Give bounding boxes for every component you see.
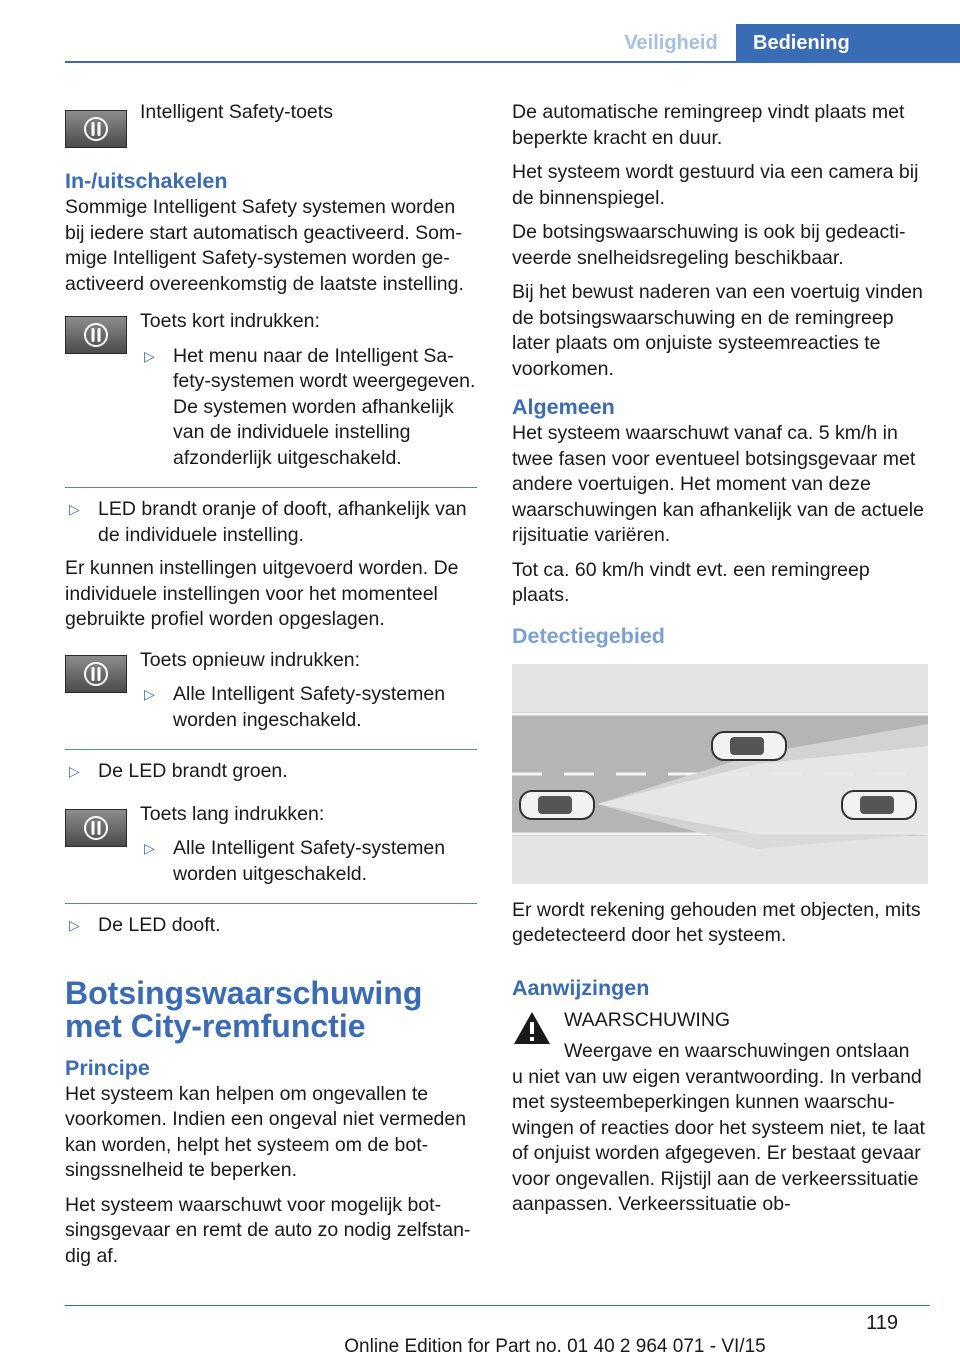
key-label: Intelligent Safety-toets bbox=[140, 101, 333, 123]
safety-button-icon bbox=[65, 110, 127, 148]
safety-button-icon bbox=[65, 316, 127, 354]
list-item: ▷ De LED brandt groen. bbox=[65, 759, 477, 785]
section-title-toggle: In-/uitschakelen bbox=[65, 169, 228, 193]
list-item: ▷ Alle Intelligent Safety-systemen worden uitgeschakeld. bbox=[140, 836, 477, 887]
warning-label: WAARSCHUWING bbox=[564, 1008, 731, 1031]
page-number: 119 bbox=[866, 1312, 898, 1334]
list-item: ▷ De LED dooft. bbox=[65, 913, 477, 939]
safety-button-icon bbox=[65, 655, 127, 693]
detection-paragraph: Er wordt rekening gehouden met objecten, mits gedetecteerd door het systeem. bbox=[512, 898, 921, 946]
long-press-label: Toets lang indrukken: bbox=[140, 802, 325, 825]
key-row-again bbox=[65, 645, 477, 742]
general-paragraph-2: Tot ca. 60 km/h vindt evt. een remingreep plaats. bbox=[512, 558, 870, 606]
key-row-long bbox=[65, 799, 477, 896]
chapter-title: Botsingswaarschuwing met City-remfunctie bbox=[65, 974, 423, 1044]
tab-bediening[interactable]: Bediening bbox=[736, 24, 960, 62]
list-item: ▷ Het menu naar de Intelligent Safety-systemen wordt weergegeven. De systemen worden afhankelijk van de individuele instelling afzonderlijk uitgeschakeld. bbox=[140, 344, 477, 472]
car-icon bbox=[712, 732, 786, 760]
warning-text-first: Weergave en waarschuwingen ontslaan bbox=[564, 1040, 910, 1062]
warning-triangle-icon bbox=[512, 1010, 552, 1046]
footer-rule bbox=[65, 1305, 930, 1306]
section-title-detection: Detectiegebied bbox=[512, 623, 665, 648]
tab-veiligheid[interactable]: Veiligheid bbox=[624, 31, 718, 54]
right-paragraph-1: De automatische remingreep vindt plaats met beperkte kracht en duur. bbox=[512, 101, 905, 149]
left-column bbox=[65, 100, 477, 1278]
warning-text: u niet van uw eigen verantwoording. In verband met systeembeperkingen kunnen waarschuwingen of reacties door het systeem niet, te laat of onjuist worden afgegeven. Er bestaat gevaar voor ongevallen. Rijstijl aan de verkeerssituatie aanpassen. Verkeerssituatie ob- bbox=[512, 1065, 925, 1215]
car-icon bbox=[842, 791, 916, 819]
right-paragraph-3: De botsingswaarschuwing is ook bij gedeactiveerde snelheidsregeling beschikbaar. bbox=[512, 221, 906, 269]
list-item: ▷ Alle Intelligent Safety-systemen worden ingeschakeld. bbox=[140, 682, 477, 733]
list-item: ▷ LED brandt oranje of dooft, afhankelijk van de individuele instelling. bbox=[65, 497, 477, 548]
right-column bbox=[512, 100, 930, 1227]
toggle-description: Sommige Intelligent Safety systemen worden bij iedere start automatisch geactiveerd. Sommige Intelligent Safety-systemen worden geactiveerd overeenkomstig de laatste instelling. bbox=[65, 196, 464, 295]
principle-paragraph-2: Het systeem waarschuwt voor mogelijk botsingsgevaar en remt de auto zo nodig zelfstandig af. bbox=[65, 1193, 471, 1267]
key-row-short bbox=[65, 306, 477, 479]
again-press-label: Toets opnieuw indrukken: bbox=[140, 648, 361, 671]
short-press-label: Toets kort indrukken: bbox=[140, 310, 320, 332]
right-paragraph-2: Het systeem wordt gestuurd via een camera bij de binnenspiegel. bbox=[512, 161, 919, 209]
safety-button-icon bbox=[65, 809, 127, 847]
principle-paragraph-1: Het systeem kan helpen om ongevallen te voorkomen. Indien een ongeval niet vermeden kan worden, helpt het systeem om de botsingssnelheid te beperken. bbox=[65, 1082, 467, 1181]
right-paragraph-4: Bij het bewust naderen van een voertuig vinden de botsingswaarschuwing en de remingreep later plaats om onjuiste systeemreacties te voorkomen. bbox=[512, 281, 923, 380]
settings-paragraph: Er kunnen instellingen uitgevoerd worden. De individuele instellingen voor het momenteel gebruikte profiel worden opgeslagen. bbox=[65, 557, 459, 630]
key-row-intro bbox=[65, 100, 477, 148]
section-title-general: Algemeen bbox=[512, 395, 615, 419]
detection-area-illustration bbox=[512, 664, 928, 884]
general-paragraph-1: Het systeem waarschuwt vanaf ca. 5 km/h in twee fasen voor eventueel botsingsgevaar met andere voertuigen. Het moment van deze waarschuwingen kan afhankelijk van de actuele rijsituatie variëren. bbox=[512, 422, 924, 546]
section-title-notes: Aanwijzingen bbox=[512, 975, 650, 1000]
car-icon bbox=[520, 791, 594, 819]
section-title-principle: Principe bbox=[65, 1055, 150, 1080]
warning-row bbox=[512, 1008, 930, 1065]
edition-footer: Online Edition for Part no. 01 40 2 964 071 - VI/15 bbox=[344, 1336, 766, 1357]
